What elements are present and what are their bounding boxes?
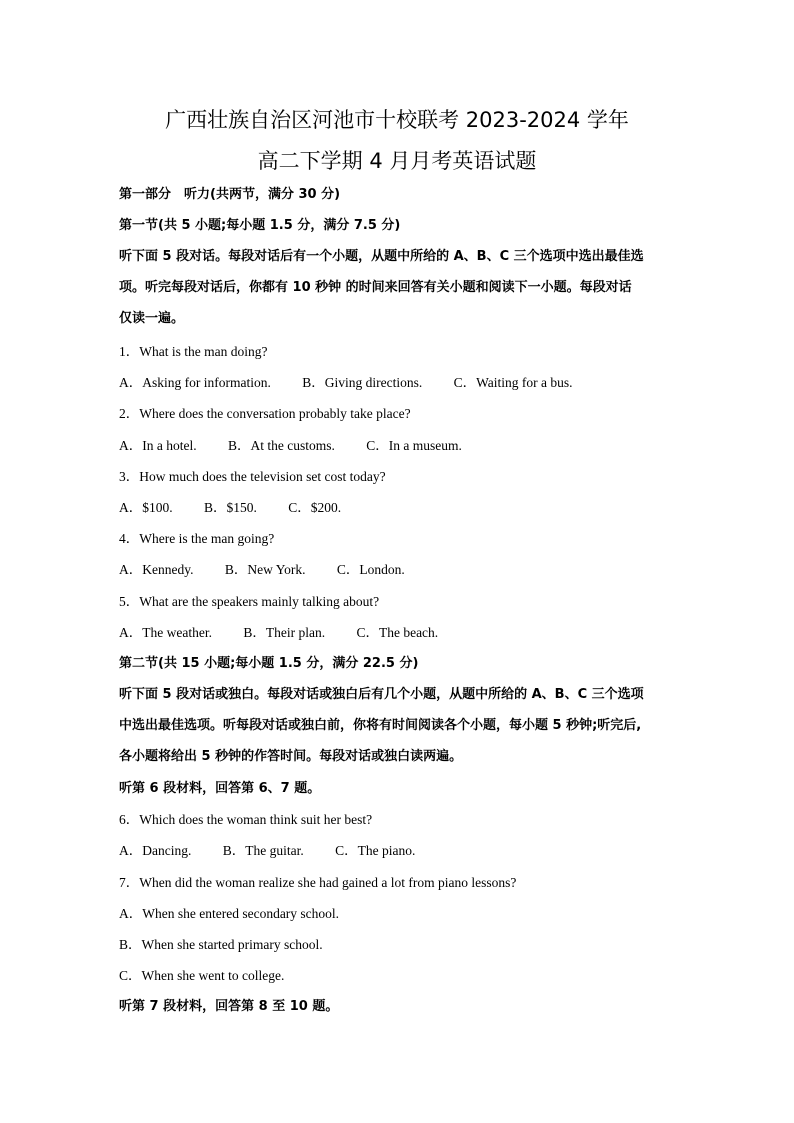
question-6-options: [119, 842, 415, 860]
option-c: C．The beach.: [356, 625, 439, 640]
instruction-line: 中选出最佳选项。听每段对话或独白前，你将有时间阅读各个小题，每小题 5 秒钟;听完后,: [119, 718, 642, 733]
instruction-line: 项。听完每段对话后，你都有 10 秒钟 的时间来回答有关小题和阅读下一小题。每段对话: [119, 280, 632, 295]
question-6-stem: 6．Which does the woman think suit her best?: [119, 812, 373, 827]
instruction-line: 听下面 5 段对话。每段对话后有一个小题，从题中所给的 A、B、C 三个选项中选出最佳选: [119, 249, 644, 264]
exam-title-line1: 广西壮族自治区河池市十校联考 2023-2024 学年: [165, 108, 629, 132]
material-6-heading: 听第 6 段材料，回答第 6、7 题。: [119, 781, 321, 796]
exam-title-line2: 高二下学期 4 月月考英语试题: [257, 149, 537, 173]
option-a: A．Dancing.: [119, 843, 192, 858]
question-5-stem: 5．What are the speakers mainly talking about?: [119, 594, 380, 609]
option-a: A．$100.: [119, 500, 173, 515]
question-1-stem: 1．What is the man doing?: [119, 344, 268, 359]
option-c: C．$200.: [288, 500, 342, 515]
question-2-stem: 2．Where does the conversation probably take place?: [119, 406, 411, 421]
question-7-option-c: C．When she went to college.: [119, 968, 285, 983]
option-c: C．Waiting for a bus.: [453, 375, 573, 390]
question-5-options: [119, 624, 438, 642]
option-c: C．London.: [336, 562, 405, 577]
question-3-options: [119, 499, 341, 517]
option-b: B．The guitar.: [222, 843, 304, 858]
option-a: A．Asking for information.: [119, 375, 271, 390]
option-c: C．The piano.: [335, 843, 416, 858]
section1-heading: 第一节(共 5 小题;每小题 1.5 分，满分 7.5 分): [119, 218, 401, 233]
question-4-stem: 4．Where is the man going?: [119, 531, 275, 546]
option-a: A．The weather.: [119, 625, 212, 640]
option-b: B．$150.: [204, 500, 257, 515]
question-4-options: [119, 561, 405, 579]
section2-instructions: [119, 679, 679, 772]
question-7-stem: 7．When did the woman realize she had gained a lot from piano lessons?: [119, 875, 517, 890]
option-b: B．Their plan.: [243, 625, 326, 640]
question-7-option-a: A．When she entered secondary school.: [119, 906, 340, 921]
question-1-options: [119, 374, 573, 392]
instruction-line: 听下面 5 段对话或独白。每段对话或独白后有几个小题，从题中所给的 A、B、C 三个选项: [119, 687, 644, 702]
option-b: B．At the customs.: [227, 438, 335, 453]
section1-instructions: [119, 241, 679, 334]
option-a: A．In a hotel.: [119, 438, 197, 453]
option-b: B．New York.: [224, 562, 306, 577]
question-7-option-b: B．When she started primary school.: [119, 937, 323, 952]
section2-heading: 第二节(共 15 小题;每小题 1.5 分，满分 22.5 分): [119, 656, 419, 671]
instruction-line: 各小题将给出 5 秒钟的作答时间。每段对话或独白读两遍。: [119, 749, 463, 764]
option-a: A．Kennedy.: [119, 562, 194, 577]
question-2-options: [119, 437, 462, 455]
option-c: C．In a museum.: [366, 438, 462, 453]
material-7-heading: 听第 7 段材料，回答第 8 至 10 题。: [119, 999, 339, 1014]
question-3-stem: 3．How much does the television set cost today?: [119, 469, 386, 484]
part1-heading: 第一部分 听力(共两节，满分 30 分): [119, 187, 341, 202]
instruction-line: 仅读一遍。: [119, 311, 185, 326]
option-b: B．Giving directions.: [302, 375, 423, 390]
